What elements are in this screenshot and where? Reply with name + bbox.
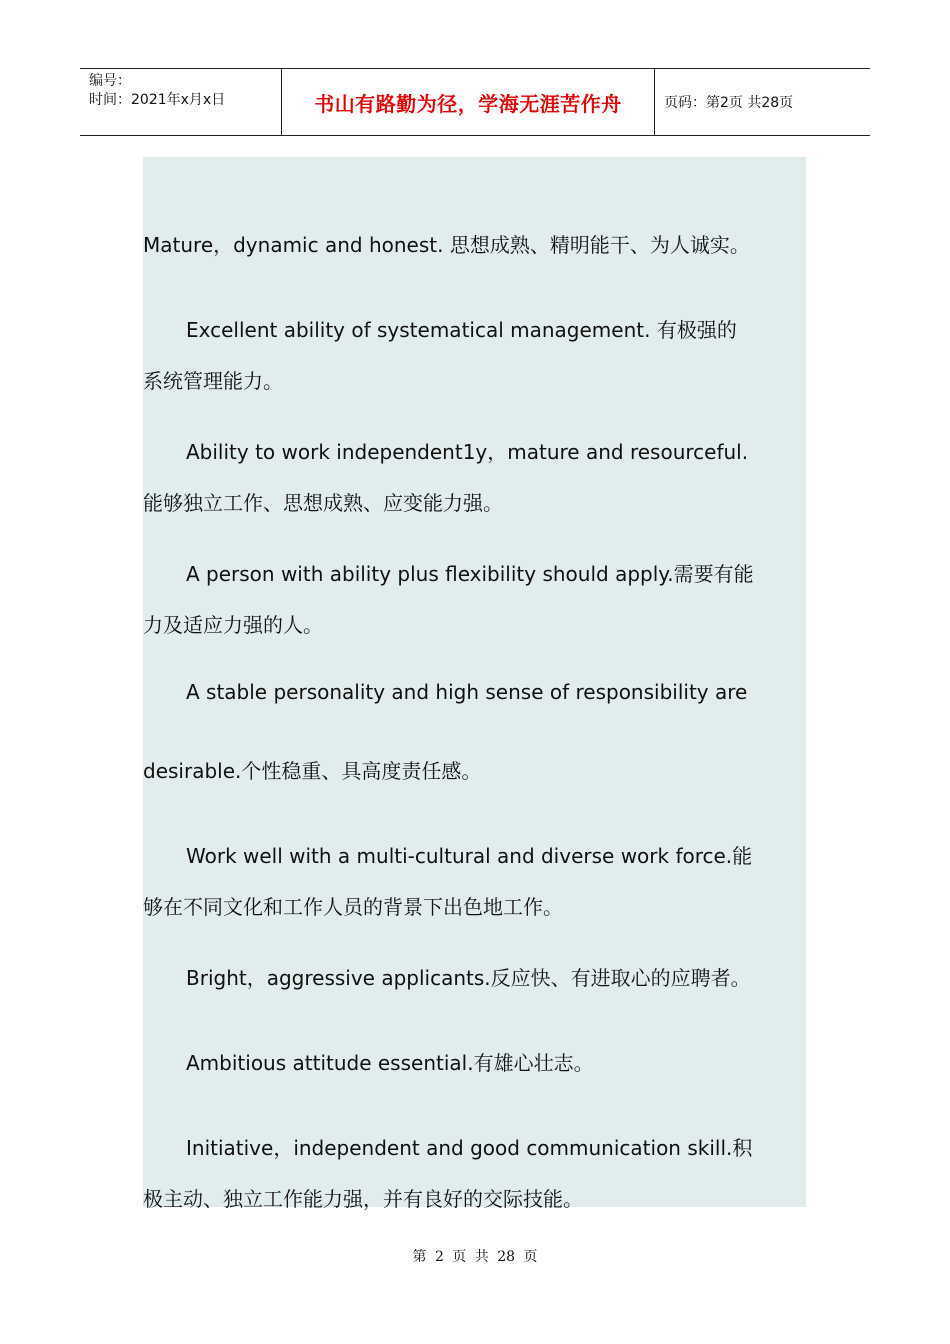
page-footer: 第 2 页 共 28 页 bbox=[412, 1249, 538, 1265]
text-line: Ability to work independent1y，mature and resourceful. bbox=[186, 440, 749, 464]
text-line: desirable.个性稳重、具高度责任感。 bbox=[143, 759, 482, 783]
text-line: A stable personality and high sense of responsibility are bbox=[186, 680, 748, 704]
serial-label: 编号： bbox=[89, 73, 131, 89]
text-line: 能够独立工作、思想成熟、应变能力强。 bbox=[143, 491, 503, 515]
text-line: Bright，aggressive applicants.反应快、有进取心的应聘者。 bbox=[186, 966, 751, 990]
text-line: Initiative，independent and good communication skill.积 bbox=[186, 1136, 753, 1160]
date-line: 时间：2021年x月x日 bbox=[89, 92, 226, 108]
text-line: Ambitious attitude essential.有雄心壮志。 bbox=[186, 1051, 594, 1075]
text-line: A person with ability plus flexibility should apply.需要有能 bbox=[186, 562, 754, 586]
header-page-info: 页码：第2页 共28页 bbox=[664, 95, 794, 111]
page-header bbox=[80, 68, 870, 136]
text-line: Work well with a multi-cultural and diverse work force.能 bbox=[186, 844, 753, 868]
text-line: 极主动、独立工作能力强，并有良好的交际技能。 bbox=[143, 1187, 583, 1211]
text-line: Excellent ability of systematical management. 有极强的 bbox=[186, 318, 737, 342]
text-line: 够在不同文化和工作人员的背景下出色地工作。 bbox=[143, 895, 563, 919]
text-line: Mature，dynamic and honest. 思想成熟、精明能干、为人诚实。 bbox=[143, 233, 750, 257]
document-body bbox=[143, 157, 806, 1211]
text-line: 系统管理能力。 bbox=[143, 369, 283, 393]
header-motto: 书山有路勤为径，学海无涯苦作舟 bbox=[281, 69, 655, 135]
header-meta bbox=[80, 69, 281, 135]
text-line: 力及适应力强的人。 bbox=[143, 613, 323, 637]
